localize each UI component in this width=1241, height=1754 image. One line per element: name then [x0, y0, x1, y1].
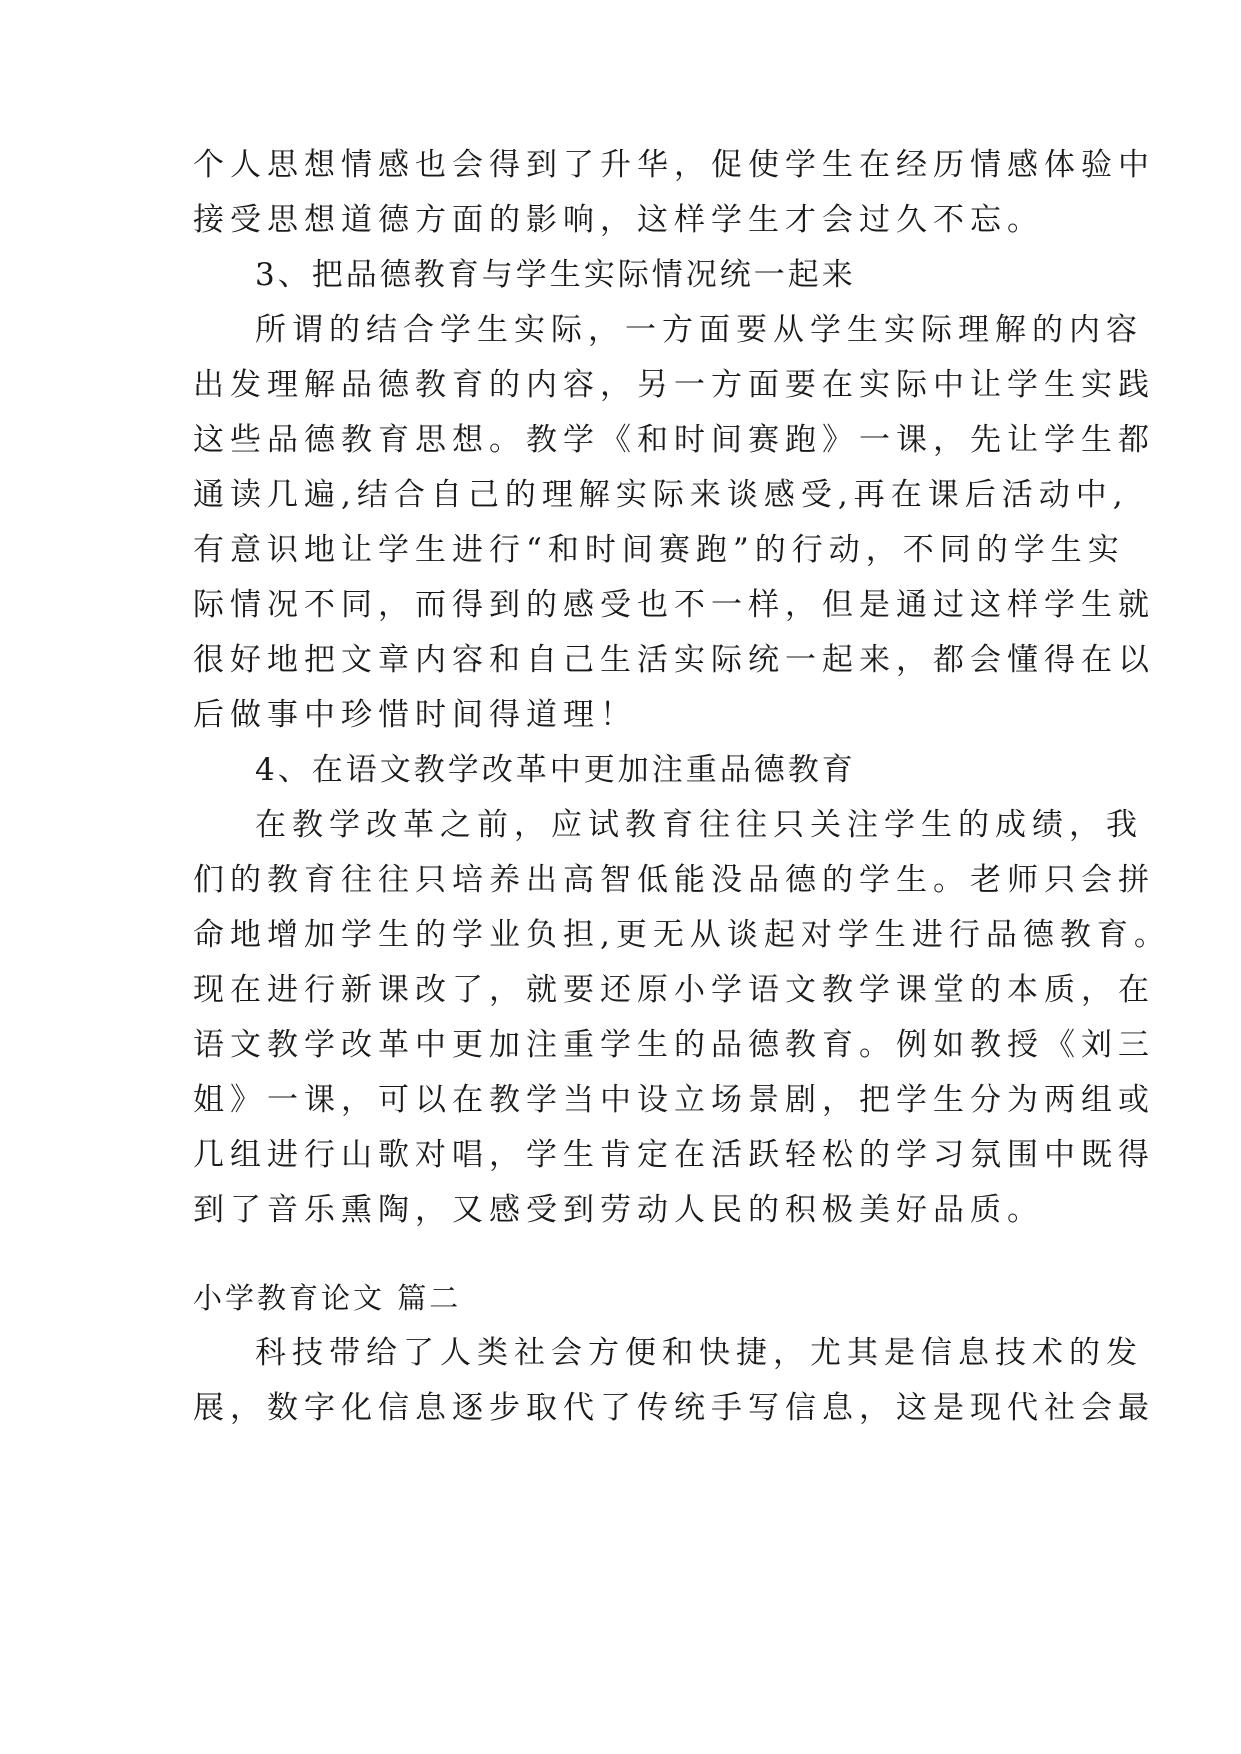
paragraph-line: 到了音乐熏陶，又感受到劳动人民的积极美好品质。: [193, 1192, 1044, 1228]
paragraph-line: 个人思想情感也会得到了升华，促使学生在经历情感体验中: [193, 147, 1155, 183]
paragraph-line: 展，数字化信息逐步取代了传统手写信息，这是现代社会最: [193, 1390, 1155, 1426]
paragraph-line: 通读几遍,结合自己的理解实际来谈感受,再在课后活动中,: [193, 477, 1129, 513]
paragraph-line: 际情况不同，而得到的感受也不一样，但是通过这样学生就: [193, 587, 1155, 623]
paragraph-line: 现在进行新课改了，就要还原小学语文教学课堂的本质，在: [193, 972, 1155, 1008]
paragraph-line: 出发理解品德教育的内容，另一方面要在实际中让学生实践: [193, 367, 1155, 403]
section-heading: 3、把品德教育与学生实际情况统一起来: [255, 257, 856, 293]
paragraph-line: 在教学改革之前，应试教育往往只关注学生的成绩，我: [255, 807, 1143, 843]
paragraph-line: 后做事中珍惜时间得道理！: [193, 697, 637, 733]
paragraph-line: 几组进行山歌对唱，学生肯定在活跃轻松的学习氛围中既得: [193, 1137, 1155, 1173]
paragraph-line: 们的教育往往只培养出高智低能没品德的学生。老师只会拼: [193, 862, 1155, 898]
paragraph-line: 所谓的结合学生实际，一方面要从学生实际理解的内容: [255, 312, 1143, 348]
paragraph-line: 这些品德教育思想。教学《和时间赛跑》一课，先让学生都: [193, 422, 1155, 458]
section-title: 小学教育论文 篇二: [193, 1281, 462, 1315]
paragraph-line: 姐》一课，可以在教学当中设立场景剧，把学生分为两组或: [193, 1082, 1155, 1118]
paragraph-line: 有意识地让学生进行“和时间赛跑”的行动，不同的学生实: [193, 532, 1125, 568]
paragraph-line: 科技带给了人类社会方便和快捷，尤其是信息技术的发: [255, 1335, 1143, 1371]
section-heading: 4、在语文教学改革中更加注重品德教育: [255, 752, 856, 788]
paragraph-line: 语文教学改革中更加注重学生的品德教育。例如教授《刘三: [193, 1027, 1155, 1063]
paragraph-line: 很好地把文章内容和自己生活实际统一起来，都会懂得在以: [193, 642, 1155, 678]
paragraph-line: 命地增加学生的学业负担,更无从谈起对学生进行品德教育。: [193, 917, 1171, 953]
paragraph-line: 接受思想道德方面的影响，这样学生才会过久不忘。: [193, 202, 1044, 238]
